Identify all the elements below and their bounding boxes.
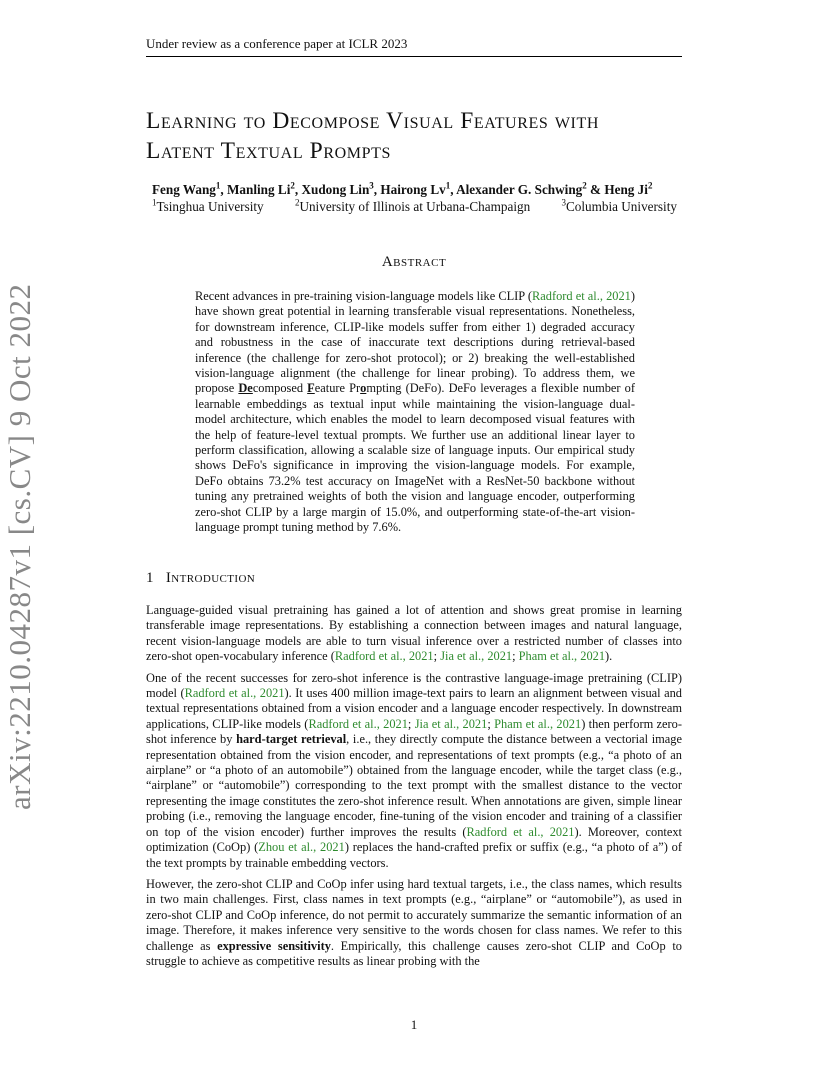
paper-title [146,106,706,166]
author-name: Manling Li [226,182,291,197]
author-affil-marker: 2 [647,180,653,191]
paragraph: Language-guided visual pretraining has gained a lot of attention and shows great promise in learning transferable image representations. By establishing a connection between images and natural language, recent vision-language models are able to turn visual inference over a restricted number of classes into zero-shot open-vocabulary inference (Radford et al., 2021; Jia et al., 2021; Pham et al., 2021). [146,603,682,664]
author-list: Feng Wang$^1$, Manling Li$^2$, Xudong Lin$^3$, Hairong Lv$^1$, Alexander G. Schwing$^2$ & Heng Ji$^2$ [152,180,653,197]
affiliation: $^3$Columbia University [561,197,677,214]
citation-link[interactable]: Radford et al., 2021 [184,686,285,701]
running-head: Under review as a conference paper at ICLR 2023 [146,36,682,57]
citation-link[interactable]: Zhou et al., 2021 [258,840,345,855]
affiliation: $^1$Tsinghua University [152,197,264,214]
citation-link[interactable]: Radford et al., 2021 [466,824,575,839]
author-affil-marker: 1 [445,180,451,191]
citation-link[interactable]: Radford et al., 2021 [532,289,631,303]
section-heading [146,570,255,587]
author-name: Hairong Lv [380,182,446,197]
author-name: Heng Ji [604,182,648,197]
body-text [146,603,682,975]
section-number: 1 [146,570,154,586]
citation-link[interactable]: Radford et al., 2021 [334,649,434,664]
title-line-1: Learning to Decompose Visual Features with [146,108,599,134]
abstract-body: Recent advances in pre-training vision-language models like CLIP (Radford et al., 2021) have shown great potential in learning transferable visual representations. Nonetheless, for downstream inference, CLIP-like models suffer from either 1) degraded accuracy and robustness in the case of inaccurate text descriptions during retrieval-based inference (the challenge for zero-shot protocol); or 2) breaking the well-established vision-language alignment (the challenge for linear probing). To address them, we propose Decomposed Feature Prompting (DeFo). DeFo leverages a flexible number of learnable embeddings as textual input while maintaining the vision-language dual-model architecture, which enables the model to learn decomposed visual features with the help of feature-level textual prompts. We further use an additional linear layer to perform classification, allowing a scalable size of language inputs. Our empirical study shows DeFo's significance in improving the vision-language models. For example, DeFo obtains 73.2% test accuracy on ImageNet with a ResNet-50 backbone without tuning any pretrained weights of both the vision and language encoder, outperforming zero-shot CLIP by a large margin of 15.0%, and outperforming state-of-the-art vision-language prompt tuning method by 7.6%. [195,289,635,535]
citation-link[interactable]: Pham et al., 2021 [494,716,582,731]
paragraph: One of the recent successes for zero-shot inference is the contrastive language-image pretraining (CLIP) model (Radford et al., 2021). It uses 400 million image-text pairs to learn an alignment between visual and textual representations obtained from a vision encoder and a language encoder respectively. In downstream applications, CLIP-like models (Radford et al., 2021; Jia et al., 2021; Pham et al., 2021) then perform zero-shot inference by hard-target retrieval, i.e., they directly compute the distance between a vectorial image representation obtained from the vision encoder, and representations of text prompts (e.g., “a photo of an airplane” or “a photo of an automobile”) obtained from the language encoder, while the target class (e.g., “airplane” or “automobile”) corresponding to the text prompt with the smallest distance to the vector representing the image constitutes the zero-shot inference result. When annotations are given, simple linear probing (i.e., removing the language encoder, fine-tuning of the vision encoder and training of a classifier on top of the vision encoder) further improves the results (Radford et al., 2021). Moreover, context optimization (CoOp) (Zhou et al., 2021) replaces the hand-crafted prefix or suffix (e.g., “a photo of a”) of the text prompts by trainable embedding vectors. [146,670,683,870]
affiliation: $^2$University of Illinois at Urbana-Champaign [294,197,531,214]
method-name-de: De [238,381,253,396]
affiliation-list [152,199,712,215]
section-title: Introduction [165,570,256,586]
arxiv-stamp[interactable]: arXiv:2210.04287v1 [cs.CV] 9 Oct 2022 [2,283,37,810]
author-affil-marker: 2 [290,180,295,191]
citation-link[interactable]: Radford et al., 2021 [308,716,408,731]
citation-link[interactable]: Pham et al., 2021 [518,649,606,664]
page-number: 1 [410,1017,418,1032]
citation-link[interactable]: Jia et al., 2021 [440,649,513,664]
author-name: Feng Wang [152,182,216,197]
author-name: Xudong Lin [301,182,370,197]
bold-term: hard-target retrieval [236,732,347,747]
title-line-2: Latent Textual Prompts [146,138,391,164]
paragraph: However, the zero-shot CLIP and CoOp infer using hard textual targets, i.e., the class names, which results in two main challenges. First, class names in text prompts (e.g., “airplane” or “automobile”), as used in zero-shot CLIP and CoOp inference, do not permit to accurately summarize the semantic information of an image. Therefore, it makes inference very sensitive to the words chosen for class names. We refer to this challenge as expressive sensitivity. Empirically, this challenge causes zero-shot CLIP and CoOp to struggle to achieve as competitive results as linear probing with the [146,876,682,968]
method-name-o: o [360,381,367,396]
author-affil-marker: 2 [582,180,587,191]
abstract-heading: Abstract [381,254,447,270]
bold-term: expressive sensitivity [217,938,331,953]
author-affil-marker: 1 [215,180,221,191]
method-name-f: F [307,381,315,396]
citation-link[interactable]: Jia et al., 2021 [414,716,488,731]
author-affil-marker: 3 [369,180,374,191]
author-name: Alexander G. Schwing [456,182,583,197]
